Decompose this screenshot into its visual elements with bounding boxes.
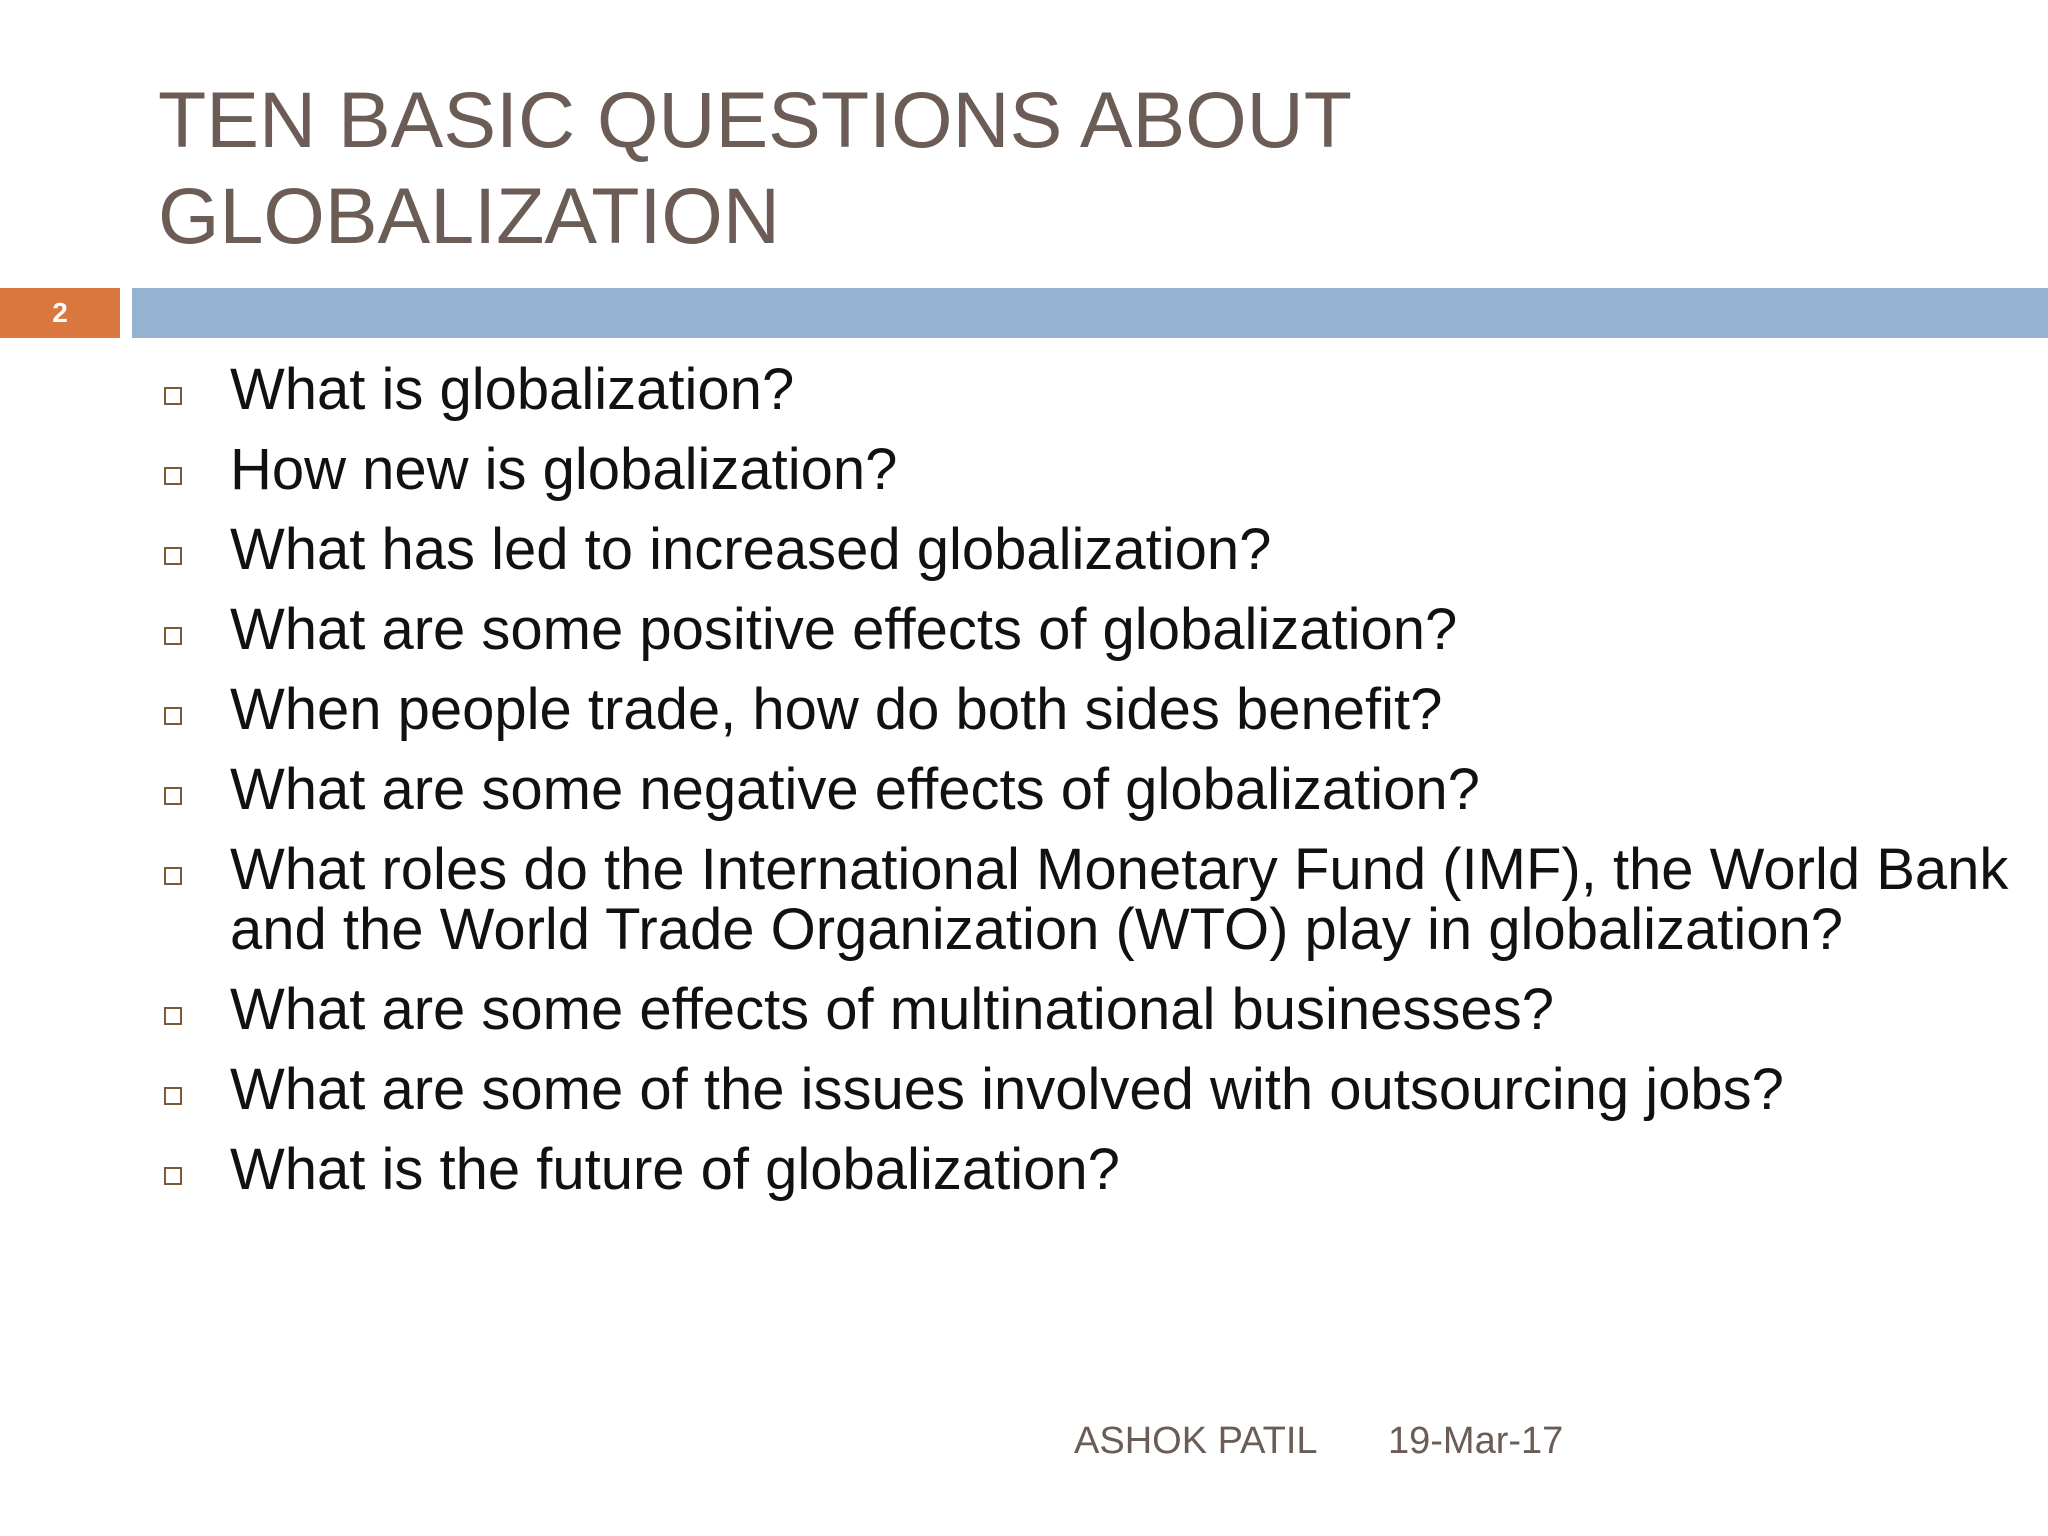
square-bullet-icon	[164, 707, 182, 725]
question-item	[158, 977, 2018, 1042]
square-bullet-icon	[164, 1007, 182, 1025]
question-text: What are some negative effects of globalization?	[230, 757, 1480, 822]
square-bullet-icon	[164, 1087, 182, 1105]
question-text: When people trade, how do both sides benefit?	[230, 677, 1443, 742]
question-item	[158, 677, 2018, 742]
slide-number: 2	[52, 297, 68, 328]
question-item	[158, 1137, 2018, 1202]
question-item	[158, 757, 2018, 822]
question-text: How new is globalization?	[230, 437, 898, 502]
question-text: What are some effects of multinational businesses?	[230, 977, 1554, 1042]
square-bullet-icon	[164, 1167, 182, 1185]
question-text: What are some of the issues involved with outsourcing jobs?	[230, 1057, 1784, 1122]
question-text: What has led to increased globalization?	[230, 517, 1272, 582]
footer-author: ASHOK PATIL	[1074, 1420, 1318, 1462]
question-item	[158, 437, 2018, 502]
question-text: What is globalization?	[230, 357, 795, 422]
question-list	[158, 357, 2018, 1220]
question-item	[158, 517, 2018, 582]
accent-bar	[132, 288, 2048, 338]
square-bullet-icon	[164, 787, 182, 805]
slide-title-line-2: GLOBALIZATION	[158, 171, 780, 260]
slide-title-line-1: TEN BASIC QUESTIONS ABOUT	[158, 75, 1352, 164]
question-item	[158, 357, 2018, 422]
question-item	[158, 597, 2018, 662]
footer-date: 19-Mar-17	[1388, 1420, 1564, 1462]
square-bullet-icon	[164, 547, 182, 565]
square-bullet-icon	[164, 867, 182, 885]
question-text: What roles do the International Monetary Fund (IMF), the World Bank and the World Trade Organization (WTO) play in globalization?	[230, 837, 2009, 962]
square-bullet-icon	[164, 627, 182, 645]
question-item	[158, 1057, 2018, 1122]
question-text: What is the future of globalization?	[230, 1137, 1120, 1202]
slide-title	[158, 72, 1858, 264]
question-item	[158, 837, 2018, 962]
question-text: What are some positive effects of globalization?	[230, 597, 1458, 662]
square-bullet-icon	[164, 467, 182, 485]
square-bullet-icon	[164, 387, 182, 405]
